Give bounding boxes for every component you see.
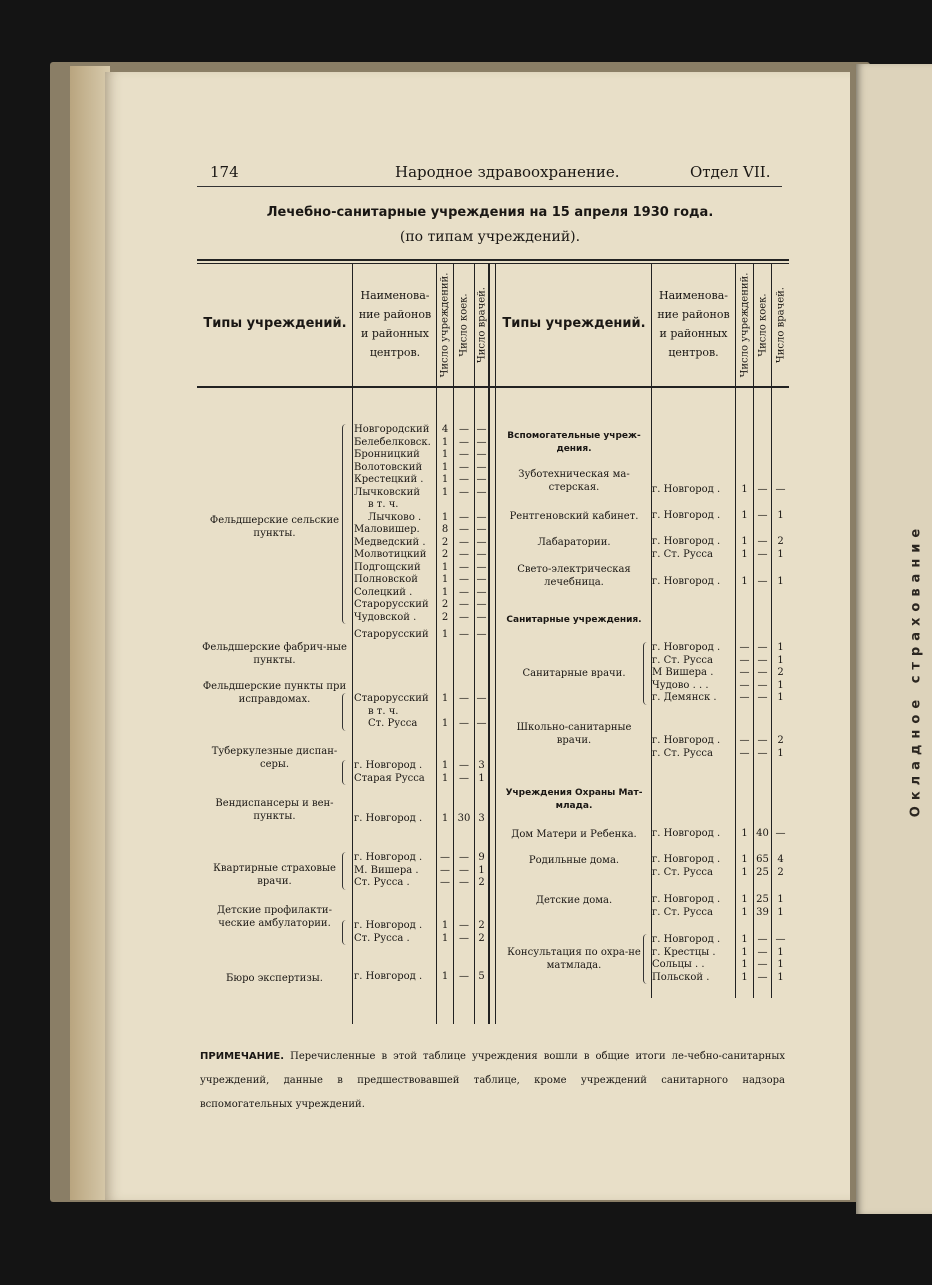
left-inst-count: 2: [441, 599, 449, 610]
left-district: Лычково .: [368, 511, 422, 523]
left-beds-count: —: [459, 760, 469, 771]
left-doctors-count: —: [476, 693, 487, 704]
left-doctors-count: —: [476, 629, 487, 640]
right-district: г. Ст. Русса: [652, 548, 713, 560]
right-type-label: Зуботехническая ма-стерская.: [518, 469, 630, 493]
left-inst-count: 1: [441, 486, 449, 498]
left-doctors-count: —: [476, 549, 487, 560]
col-sep-middle-a: [488, 264, 490, 1024]
left-district: г. Новгород .: [354, 920, 423, 931]
note-label: ПРИМЕЧАНИЕ.: [200, 1051, 285, 1062]
left-inst-count: 1: [441, 574, 449, 585]
left-beds-count: —: [459, 561, 469, 573]
right-doctors-count: 1: [777, 971, 784, 983]
right-doctors-count: 2: [777, 667, 784, 678]
left-beds-count: —: [459, 599, 469, 610]
left-doctors-count: —: [476, 449, 487, 460]
right-beds-count: 25: [756, 866, 769, 878]
left-doctors-count: 1: [478, 864, 485, 876]
right-section-heading: Учреждения Охраны Мат-млада.: [505, 788, 643, 811]
col-header-districts-right: Наименова- ние районов и районных центров.: [657, 289, 730, 359]
right-doctors-count: 4: [777, 854, 784, 865]
right-inst-count: —: [739, 654, 750, 666]
right-type-label: Детские дома.: [535, 895, 613, 906]
right-doctors-count: 1: [777, 894, 784, 905]
right-district: М Вишера .: [652, 667, 714, 678]
left-beds-count: 30: [457, 813, 471, 824]
left-district: Старорусский: [354, 693, 429, 704]
left-beds-count: —: [459, 852, 469, 863]
left-doctors-count: —: [476, 461, 487, 473]
left-district: Старая Русса: [354, 772, 425, 784]
left-doctors-count: —: [476, 574, 487, 585]
table-subtitle: (по типам учреждений).: [399, 229, 581, 245]
left-beds-count: —: [459, 629, 469, 640]
col-header-beds-right: Число коек.: [757, 293, 768, 357]
left-inst-count: 1: [441, 920, 449, 931]
left-district: Солецкий .: [354, 586, 413, 598]
right-inst-count: 1: [741, 484, 748, 495]
left-inst-count: 2: [441, 549, 449, 560]
right-section-heading: Санитарные учреждения.: [506, 615, 642, 625]
right-beds-count: —: [757, 747, 768, 759]
left-beds-count: —: [459, 536, 469, 548]
right-inst-count: 1: [741, 959, 748, 970]
left-doctors-count: 3: [478, 813, 485, 824]
left-beds-count: —: [459, 586, 469, 598]
col-header-districts-left: Наименова- ние районов и районных центров.: [358, 289, 432, 359]
right-type-label: Лабаратории.: [537, 537, 611, 548]
right-type-label: Рентгеновский кабинет.: [509, 511, 639, 522]
right-district: Сольцы . .: [652, 959, 705, 970]
left-doctors-count: 3: [478, 760, 485, 771]
right-inst-count: 1: [741, 828, 748, 839]
right-district: г. Ст. Русса: [652, 654, 713, 666]
right-type-label: Школьно-санитарные врачи.: [516, 722, 632, 746]
left-doctors-count: —: [476, 524, 487, 535]
left-inst-count: 1: [441, 932, 449, 944]
col-header-doctors-left: Число врачей.: [476, 287, 487, 363]
left-inst-count: 1: [441, 760, 449, 771]
right-inst-count: 1: [741, 866, 748, 878]
col-sep-middle-b: [495, 264, 496, 1024]
col-header-types-right: Типы учреждений.: [502, 316, 646, 331]
left-beds-count: —: [459, 461, 469, 473]
left-district: Бронницкий: [354, 449, 420, 460]
left-district: Белебелковск.: [354, 436, 431, 448]
right-district: г. Новгород .: [652, 894, 721, 905]
left-beds-count: —: [459, 449, 469, 460]
right-inst-count: 1: [741, 854, 748, 865]
left-beds-count: —: [459, 920, 469, 931]
right-inst-count: 1: [741, 934, 748, 945]
left-district: в т. ч.: [368, 705, 399, 717]
right-type-label: Родильные дома.: [528, 855, 620, 866]
right-inst-count: 1: [741, 906, 748, 918]
left-district: М. Вишера .: [354, 864, 419, 876]
left-brace: [342, 920, 349, 945]
table-note: [200, 1045, 785, 1117]
left-doctors-count: —: [476, 436, 487, 448]
left-brace: [342, 693, 349, 731]
right-inst-count: 1: [741, 536, 748, 547]
right-inst-count: —: [739, 642, 750, 653]
right-district: г. Новгород .: [652, 536, 721, 547]
left-brace: [342, 424, 349, 624]
left-inst-count: 1: [441, 449, 449, 460]
left-inst-count: 1: [441, 629, 449, 640]
left-doctors-count: —: [476, 718, 487, 729]
left-type-label: Туберкулезные диспан-серы.: [211, 746, 338, 770]
left-type-label: Фельдшерские пункты при исправдомах.: [202, 681, 347, 705]
left-beds-count: —: [459, 511, 469, 523]
right-beds-count: 39: [756, 906, 769, 918]
left-doctors-count: —: [476, 561, 487, 573]
left-beds-count: —: [459, 693, 469, 704]
left-type-label: Бюро экспертизы.: [226, 973, 323, 984]
page-number: 174: [210, 163, 239, 181]
next-page-heading: Окладное страхование: [908, 522, 924, 818]
right-inst-count: 1: [741, 946, 748, 958]
right-beds-count: —: [757, 510, 768, 521]
left-district: г. Новгород .: [354, 760, 423, 771]
right-doctors-count: 1: [777, 692, 784, 703]
right-doctors-count: 1: [777, 747, 784, 759]
left-inst-count: —: [440, 852, 450, 863]
left-inst-count: 8: [441, 524, 449, 535]
col-sep-left-type: [352, 264, 353, 1024]
left-type-label: Фельдшерские сельские пункты.: [209, 515, 340, 539]
left-inst-count: 1: [441, 718, 449, 729]
left-inst-count: 1: [441, 511, 449, 523]
left-beds-count: —: [459, 424, 469, 435]
left-district: Крестецкий .: [354, 474, 424, 485]
left-district: Старорусский: [354, 629, 429, 640]
left-beds-count: —: [459, 436, 469, 448]
left-beds-count: —: [459, 877, 469, 888]
left-district: Лычковский: [354, 486, 420, 498]
left-doctors-count: —: [476, 536, 487, 548]
page-gutter: [70, 66, 110, 1200]
table-top-rule: [197, 259, 789, 261]
col-sep-right-type: [651, 264, 652, 998]
right-doctors-count: —: [775, 828, 786, 839]
right-inst-count: —: [739, 667, 750, 678]
left-doctors-count: —: [476, 474, 487, 485]
right-district: г. Ст. Русса: [652, 747, 713, 759]
right-type-label: Свето-электрическая лечебница.: [517, 564, 631, 588]
left-doctors-count: —: [476, 586, 487, 598]
right-district: г. Крестцы .: [652, 946, 716, 958]
left-doctors-count: —: [476, 486, 487, 498]
left-doctors-count: —: [476, 424, 487, 435]
left-district: Старорусский: [354, 599, 429, 610]
right-doctors-count: 1: [777, 654, 784, 666]
left-doctors-count: 9: [478, 852, 485, 863]
left-inst-count: 1: [441, 561, 449, 573]
left-doctors-count: 5: [478, 971, 485, 982]
col-header-institutions-left: Число учреждений.: [439, 272, 451, 378]
table-top-rule-2: [197, 263, 789, 264]
note-text: Перечисленные в этой таблице учреждения вошли в общие итоги ле-чебно-санитарных учреждений, данные в предшествовавшей таблице, кроме учреждений санитарного надзора вспомогательных учреждений.: [200, 1051, 785, 1110]
right-beds-count: —: [757, 536, 768, 547]
right-beds-count: —: [757, 692, 768, 703]
right-beds-count: —: [757, 959, 768, 970]
left-inst-count: 4: [441, 424, 449, 435]
right-doctors-count: 2: [777, 866, 784, 878]
right-beds-count: 65: [756, 854, 769, 865]
left-district: г. Новгород .: [354, 971, 423, 982]
left-doctors-count: 2: [478, 932, 485, 944]
right-district: г. Ст. Русса: [652, 906, 713, 918]
right-type-label: Санитарные врачи.: [522, 668, 626, 679]
left-inst-count: 1: [441, 436, 449, 448]
left-inst-count: —: [440, 864, 450, 876]
left-district: в т. ч.: [368, 499, 399, 510]
right-brace: [643, 642, 650, 705]
right-doctors-count: 2: [777, 735, 784, 746]
col-header-types-left: Типы учреждений.: [203, 316, 347, 331]
right-doctors-count: 1: [777, 576, 784, 587]
left-doctors-count: 2: [478, 920, 485, 931]
table-title: Лечебно-санитарные учреждения на 15 апреля 1930 года.: [266, 205, 714, 220]
right-doctors-count: 1: [777, 679, 784, 691]
right-inst-count: —: [739, 692, 750, 703]
left-beds-count: —: [459, 474, 469, 485]
left-inst-count: 1: [441, 586, 449, 598]
left-beds-count: —: [459, 772, 469, 784]
left-district: г. Новгород .: [354, 852, 423, 863]
right-doctors-count: —: [775, 484, 786, 495]
right-beds-count: 40: [756, 828, 769, 839]
right-beds-count: —: [757, 654, 768, 666]
col-header-doctors-right: Число врачей.: [775, 287, 786, 363]
section-label: Отдел VII.: [690, 163, 771, 181]
left-doctors-count: 1: [478, 772, 485, 784]
left-district: Чудовской .: [354, 611, 417, 623]
left-inst-count: 1: [441, 693, 449, 704]
left-district: Молвотицкий: [354, 549, 427, 560]
left-district: Волотовский: [354, 461, 423, 473]
right-beds-count: —: [757, 679, 768, 691]
left-beds-count: —: [459, 574, 469, 585]
right-type-label: Консультация по охра-не матмлада.: [507, 947, 641, 971]
left-district: Маловишер.: [354, 524, 420, 535]
right-inst-count: 1: [741, 971, 748, 983]
left-inst-count: 1: [441, 772, 449, 784]
left-brace: [342, 852, 349, 890]
right-inst-count: 1: [741, 548, 748, 560]
right-beds-count: —: [757, 548, 768, 560]
right-beds-count: —: [757, 642, 768, 653]
left-beds-count: —: [459, 486, 469, 498]
right-brace: [643, 934, 650, 984]
right-doctors-count: 1: [777, 959, 784, 970]
right-district: г. Новгород .: [652, 934, 721, 945]
left-district: Новгородский: [354, 424, 430, 435]
right-inst-count: 1: [741, 510, 748, 521]
left-beds-count: —: [459, 611, 469, 623]
right-section-heading: Вспомогательные учреж-дения.: [507, 431, 641, 454]
left-inst-count: 1: [441, 474, 449, 485]
right-inst-count: —: [739, 735, 750, 746]
left-beds-count: —: [459, 718, 469, 729]
right-district: г. Новгород .: [652, 576, 721, 587]
right-beds-count: —: [757, 971, 768, 983]
right-doctors-count: 1: [777, 548, 784, 560]
header-rule: [197, 186, 782, 187]
left-type-label: Детские профилакти-ческие амбулатории.: [217, 905, 332, 929]
right-district: г. Новгород .: [652, 510, 721, 521]
left-district: Подгощский: [354, 561, 421, 573]
right-district: Чудово . . .: [652, 679, 709, 691]
right-doctors-count: —: [775, 934, 786, 945]
left-inst-count: 2: [441, 611, 449, 623]
right-inst-count: 1: [741, 894, 748, 905]
left-inst-count: 1: [441, 971, 449, 982]
left-district: г. Новгород .: [354, 813, 423, 824]
right-district: г. Новгород .: [652, 854, 721, 865]
left-doctors-count: 2: [478, 877, 485, 888]
right-doctors-count: 1: [777, 510, 784, 521]
left-inst-count: —: [440, 877, 450, 888]
right-beds-count: 25: [756, 894, 769, 905]
left-district: Ст. Русса .: [354, 932, 410, 944]
left-doctors-count: —: [476, 511, 487, 523]
left-inst-count: 2: [441, 536, 449, 548]
right-district: Польской .: [652, 971, 710, 983]
left-inst-count: 1: [441, 461, 449, 473]
right-beds-count: —: [757, 484, 768, 495]
left-beds-count: —: [459, 932, 469, 944]
left-district: Ст. Русса .: [354, 877, 410, 888]
left-inst-count: 1: [441, 813, 449, 824]
col-header-beds-left: Число коек.: [458, 293, 470, 357]
left-doctors-count: —: [476, 599, 487, 610]
right-district: г. Ст. Русса: [652, 866, 713, 878]
right-beds-count: —: [757, 934, 768, 945]
right-district: г. Новгород .: [652, 828, 721, 839]
right-type-label: Дом Матери и Ребенка.: [511, 829, 637, 840]
right-district: г. Демянск .: [652, 692, 717, 703]
right-beds-count: —: [757, 576, 768, 587]
right-beds-count: —: [757, 735, 768, 746]
right-beds-count: —: [757, 667, 768, 678]
right-doctors-count: 2: [777, 536, 784, 547]
running-title: Народное здравоохранение.: [395, 163, 620, 181]
left-type-label: Квартирные страховые врачи.: [213, 863, 336, 887]
left-doctors-count: —: [476, 611, 487, 623]
right-inst-count: —: [739, 747, 750, 759]
left-district: Полновской: [354, 574, 418, 585]
left-type-label: Вендиспансеры и вен-пункты.: [215, 798, 334, 822]
left-brace: [342, 760, 349, 785]
right-district: г. Новгород .: [652, 735, 721, 746]
col-header-institutions-right: Число учреждений.: [739, 272, 750, 378]
left-district: Медведский .: [354, 536, 426, 548]
left-beds-count: —: [459, 549, 469, 560]
right-doctors-count: 1: [777, 642, 784, 653]
left-beds-count: —: [459, 524, 469, 535]
right-district: г. Новгород .: [652, 642, 721, 653]
table-header-rule: [197, 386, 789, 388]
right-doctors-count: 1: [777, 906, 784, 918]
right-district: г. Новгород .: [652, 484, 721, 495]
left-beds-count: —: [459, 864, 469, 876]
left-beds-count: —: [459, 971, 469, 982]
right-beds-count: —: [757, 946, 768, 958]
right-inst-count: 1: [741, 576, 748, 587]
right-inst-count: —: [739, 679, 750, 691]
right-doctors-count: 1: [777, 946, 784, 958]
left-district: Ст. Русса: [368, 718, 418, 729]
left-type-label: Фельдшерские фабрич-ные пункты.: [202, 642, 347, 666]
